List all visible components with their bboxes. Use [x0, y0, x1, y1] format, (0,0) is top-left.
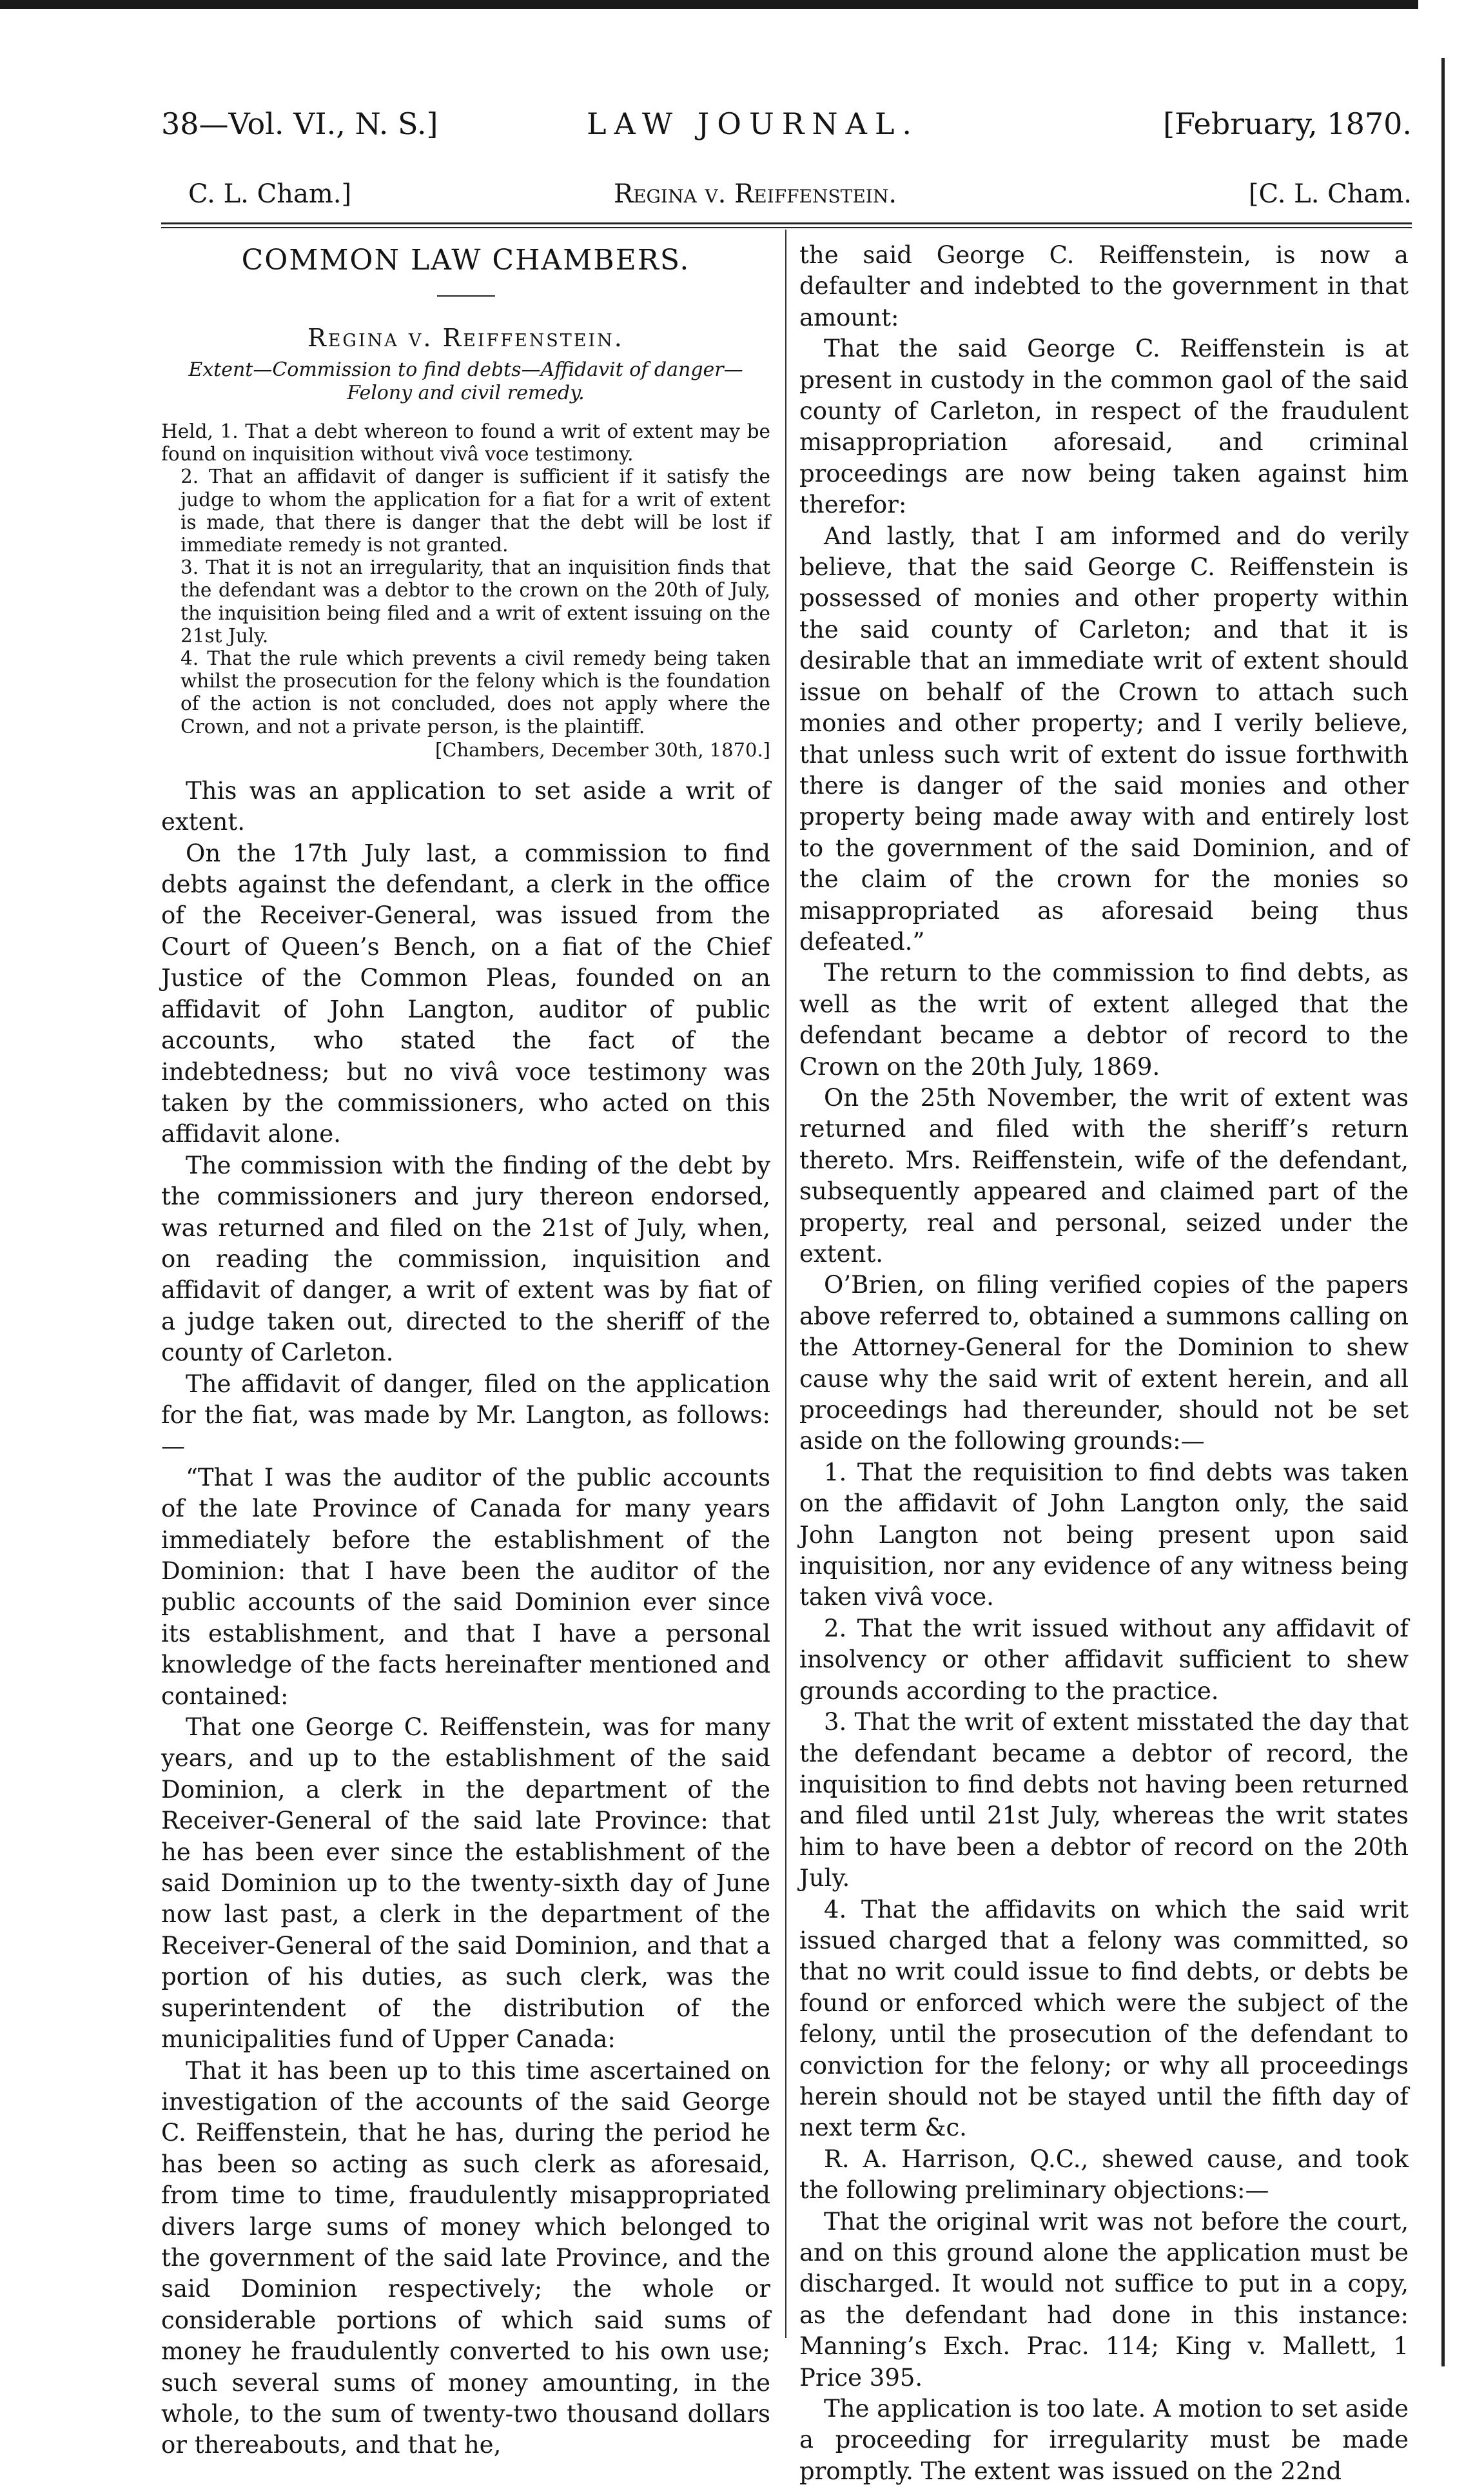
section-title: COMMON LAW CHAMBERS.	[241, 244, 690, 277]
right-column	[799, 240, 1409, 2487]
ground-item: 2. That the writ issued without any affidavit of insolvency or other affidavit sufficient to shew grounds according to the practice.	[799, 1614, 1409, 1705]
body-paragraph: R. A. Harrison, Q.C., shewed cause, and took the following preliminary objections:—	[799, 2145, 1409, 2205]
page-edge-mark	[1441, 58, 1445, 2366]
body-paragraph: The affidavit of danger, filed on the application for the fiat, was made by Mr. Langton, as follows:—	[161, 1370, 770, 1460]
subheader-court-left: C. L. Cham.]	[188, 179, 352, 209]
top-border-rule	[0, 0, 1418, 9]
held-item: 4. That the rule which prevents a civil remedy being taken whilst the prosecution for the felony which is the foundation of the action is not concluded, does not apply where the Crown, and not a private person, is the plaintiff.	[181, 647, 770, 738]
body-paragraph: That the original writ was not before the court, and on this ground alone the application must be discharged. It would not suffice to put in a copy, as the defendant had done in this instance: Manning’s Exch. Prac. 114; King v. Mallett, 1 Price 395.	[799, 2207, 1409, 2392]
body-paragraph: “That I was the auditor of the public accounts of the late Province of Canada for many years immediately before the establishment of the Dominion: that I have been the auditor of the public accounts of the said Dominion ever since its establishment, and that I have a personal knowledge of the facts hereinafter mentioned and contained:	[161, 1463, 770, 1710]
case-title: Regina v. Reiffenstein.	[308, 324, 624, 352]
subheader-court-right: [C. L. Cham.	[1248, 179, 1412, 209]
body-paragraph: The application is too late. A motion to set aside a proceeding for irregularity must be made promptly. The extent was issued on the 22nd	[799, 2395, 1409, 2485]
body-paragraph: O’Brien, on filing verified copies of the papers above referred to, obtained a summons calling on the Attorney-General for the Dominion to shew cause why the said writ of extent herein, and all proceedings had thereunder, should not be set aside on the following grounds:—	[799, 1271, 1409, 1455]
left-column	[161, 240, 770, 2461]
held-item: 3. That it is not an irregularity, that an inquisition finds that the defendant was a debtor to the crown on the 20th of July, the inquisition being filed and a writ of extent issuing on the 21st July.	[181, 556, 770, 647]
header-volume: 38—Vol. VI., N. S.]	[161, 106, 438, 141]
held-item: Held, 1. That a debt whereon to found a writ of extent may be found on inquisition without vivâ voce testimony.	[161, 420, 770, 466]
body-paragraph: That one George C. Reiffenstein, was for many years, and up to the establishment of the said Dominion, a clerk in the department of the Receiver-General of the said late Province: that he has been ever since the establishment of the said Dominion up to the twenty-sixth day of June now last past, a clerk in the department of the Receiver-General of the said Dominion, and that a portion of his duties, as such clerk, was the superintendent of the distribution of the municipalities fund of Upper Canada:	[161, 1713, 770, 2054]
ground-item: 3. That the writ of extent misstated the day that the defendant became a debtor of record, the inquisition to find debts not having been returned and filed until 21st July, whereas the writ states him to have been a debtor of record on the 20th July.	[799, 1708, 1409, 1892]
column-divider	[785, 230, 786, 2338]
subheader-case: Regina v. Reiffenstein.	[614, 179, 897, 209]
held-item: 2. That an affidavit of danger is sufficient if it satisfy the judge to whom the application for a fiat for a writ of extent is made, that there is danger that the debt will be lost if immediate remedy is not granted.	[181, 466, 770, 556]
ground-item: 1. That the requisition to find debts was taken on the affidavit of John Langton only, the said John Langton not being present upon said inquisition, nor any evidence of any witness being taken vivâ voce.	[799, 1458, 1409, 1611]
held-list	[161, 420, 770, 738]
body-paragraph: That the said George C. Reiffenstein is at present in custody in the common gaol of the said county of Carleton, in respect of the fraudulent misappropriation aforesaid, and criminal proceedings are now being taken against him therefor:	[799, 335, 1409, 519]
ground-item: 4. That the affidavits on which the said writ issued charged that a felony was committed, so that no writ could issue to find debts, or debts be found or enforced which were the subject of the felony, until the prosecution of the defendant to conviction for the felony; or why all proceedings herein should not be stayed until the fifth day of next term &c.	[799, 1895, 1409, 2142]
body-paragraph: That it has been up to this time ascertained on investigation of the accounts of the said George C. Reiffenstein, that he has, during the period he has been so acting as such clerk as aforesaid, from time to time, fraudulently misappropriated divers large sums of money which belonged to the government of the said late Province, and the said Dominion respectively; the whole or considerable portions of which said sums of money he fraudulently converted to his own use; such several sums of money amounting, in the whole, to the sum of twenty-two thousand dollars or thereabouts, and that he,	[161, 2056, 770, 2459]
running-header	[161, 106, 1412, 152]
headnote: Extent—Commission to find debts—Affidavit of danger—Felony and civil remedy.	[188, 359, 743, 404]
header-rule-top	[161, 222, 1412, 224]
body-paragraph: the said George C. Reiffenstein, is now a defaulter and indebted to the government in that amount:	[799, 241, 1409, 331]
body-paragraph: The return to the commission to find debts, as well as the writ of extent alleged that the defendant became a debtor of record to the Crown on the 20th July, 1869.	[799, 959, 1409, 1081]
header-journal-title: LAW JOURNAL.	[587, 106, 919, 141]
header-date: [February, 1870.	[1163, 106, 1412, 141]
title-rule	[437, 295, 495, 297]
body-paragraph: On the 25th November, the writ of extent was returned and filed with the sheriff’s return thereto. Mrs. Reiffenstein, wife of the defendant, subsequently appeared and claimed part of the property, real and personal, seized under the extent.	[799, 1083, 1409, 1268]
chambers-date: [Chambers, December 30th, 1870.]	[434, 738, 770, 761]
body-paragraph: The commission with the finding of the debt by the commissioners and jury thereon endorsed, was returned and filed on the 21st of July, when, on reading the commission, inquisition and affidavit of danger, a writ of extent was by fiat of a judge taken out, directed to the sheriff of the county of Carleton.	[161, 1151, 770, 1367]
header-rule-bottom	[161, 227, 1412, 228]
running-subheader	[169, 179, 1412, 218]
body-paragraph: And lastly, that I am informed and do verily believe, that the said George C. Reiffenstein is possessed of monies and other property within the said county of Carleton; and that it is desirable that an immediate writ of extent should issue on behalf of the Crown to attach such monies and other property; and I verily believe, that unless such writ of extent do issue forthwith there is danger of the said monies and other property being made away with and entirely lost to the government of the said Dominion, and of the claim of the crown for the monies so misappropriated as aforesaid being thus defeated.”	[799, 522, 1409, 956]
body-paragraph: This was an application to set aside a writ of extent.	[161, 776, 770, 836]
body-paragraph: On the 17th July last, a commission to find debts against the defendant, a clerk in the office of the Receiver-General, was issued from the Court of Queen’s Bench, on a fiat of the Chief Justice of the Common Pleas, founded on an affidavit of John Langton, auditor of public accounts, who stated the fact of the indebtedness; but no vivâ voce testimony was taken by the commissioners, who acted on this affidavit alone.	[161, 839, 770, 1148]
